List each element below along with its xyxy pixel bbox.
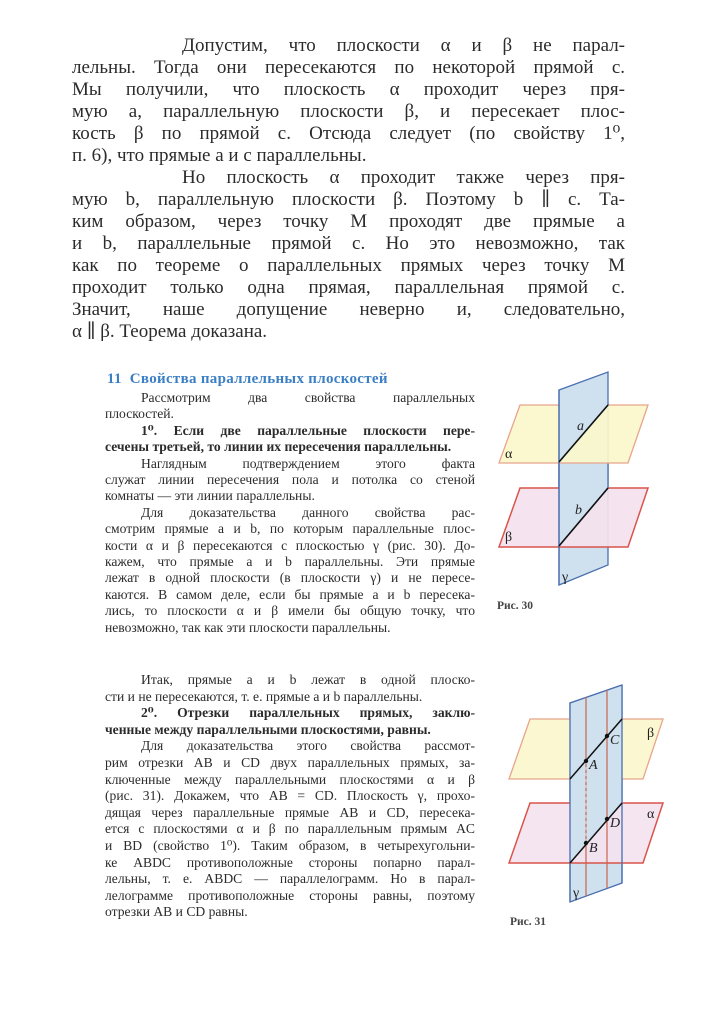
text-line: и b, параллельные прямой c. Но это невозможно, так bbox=[72, 233, 625, 254]
text-line: лись, то плоскости α и β имели бы общую точку, что bbox=[105, 603, 475, 619]
label-gamma: γ bbox=[562, 570, 569, 585]
text-line: кость β по прямой c. Отсюда следует (по свойству 1⁰, bbox=[72, 123, 625, 144]
text-line: плоскостей. bbox=[105, 406, 174, 422]
text-line: кажем, что прямые a и b параллельны. Эти прямые bbox=[105, 554, 475, 570]
label-B: B bbox=[589, 841, 598, 856]
figure-31 bbox=[509, 685, 663, 928]
text-line: сечены третьей, то линии их пересечения параллельны. bbox=[105, 439, 452, 455]
text-line: п. 6), что прямые a и c параллельны. bbox=[72, 145, 367, 166]
text-line: ченные между параллельными плоскостями, равны. bbox=[105, 721, 431, 737]
section-title: Свойства параллельных плоскостей bbox=[129, 371, 388, 387]
text-line: комнаты — эти линии параллельны. bbox=[105, 488, 315, 504]
label-D: D bbox=[610, 816, 621, 831]
text-line: смотрим прямые a и b, по которым параллельные плос- bbox=[105, 521, 475, 537]
label-alpha: α bbox=[505, 447, 513, 462]
figure-caption: Рис. 31 bbox=[510, 916, 547, 928]
label-beta: β bbox=[647, 726, 655, 741]
text-line: служат линии пересечения пола и потолка со стеной bbox=[105, 472, 475, 488]
point-a bbox=[584, 759, 588, 763]
text-line: Для доказательства данного свойства рас- bbox=[141, 504, 475, 520]
text-line: мую a, параллельную плоскости β, и пересекает плос- bbox=[72, 101, 625, 122]
text-line: лельны, т. е. ABDC — параллелограмм. Но в парал- bbox=[105, 871, 475, 887]
text-line: дящая через параллельные прямые AB и CD, пересека- bbox=[105, 804, 475, 820]
text-line: α ∥ β. Теорема доказана. bbox=[72, 321, 268, 342]
text-line: мую b, параллельную плоскости β. Поэтому b ∥ c. Та- bbox=[72, 189, 625, 210]
section-number: 11 bbox=[107, 371, 122, 387]
text-line: кости α и β пересекаются с плоскостью γ (рис. 30). До- bbox=[105, 537, 475, 553]
figure-30 bbox=[497, 372, 648, 612]
text-line: Мы получили, что плоскость α проходит через пря- bbox=[72, 79, 625, 100]
text-line: каются. В самом деле, если бы прямые a и b пересека- bbox=[105, 586, 475, 602]
text-line: проходит только одна прямая, параллельная прямой c. bbox=[72, 277, 625, 298]
text-line: ке ABDC противоположные стороны попарно парал- bbox=[105, 854, 475, 870]
text-line: сти и не пересекаются, т. е. прямые a и b параллельны. bbox=[105, 688, 423, 704]
label-gamma: γ bbox=[573, 886, 580, 901]
text-line: лелограмме противоположные стороны равны, поэтому bbox=[105, 887, 475, 903]
text-line: Наглядным подтверждением этого факта bbox=[141, 455, 475, 471]
text-line: и BD (свойство 1⁰). Таким образом, в четырехугольни- bbox=[105, 837, 475, 853]
point-c bbox=[605, 734, 609, 738]
text-line: отрезки AB и CD равны. bbox=[105, 904, 248, 920]
text-line: ким образом, через точку M проходят две прямые a bbox=[72, 211, 625, 232]
text-line: как по теореме о параллельных прямых через точку M bbox=[72, 255, 625, 276]
text-line: Допустим, что плоскости α и β не парал- bbox=[182, 35, 625, 56]
text-line: невозможно, так как эти плоскости параллельны. bbox=[105, 619, 391, 635]
label-b: b bbox=[575, 503, 582, 518]
label-beta: β bbox=[505, 530, 513, 545]
figure-caption: Рис. 30 bbox=[497, 600, 534, 612]
text-line: Рассмотрим два свойства параллельных bbox=[141, 390, 475, 405]
text-line: Итак, прямые a и b лежат в одной плоско- bbox=[141, 672, 475, 687]
text-line: рим отрезки AB и CD двух параллельных прямых, за- bbox=[105, 754, 475, 770]
label-A: A bbox=[589, 758, 598, 773]
label-C: C bbox=[610, 733, 620, 748]
point-d bbox=[605, 817, 609, 821]
text-line: 1⁰. Если две параллельные плоскости пере- bbox=[141, 422, 475, 438]
text-line: Для доказательства этого свойства рассмот- bbox=[141, 738, 475, 754]
text-line: Но плоскость α проходит также через пря- bbox=[182, 167, 625, 188]
text-line: ключенные между параллельными плоскостями α и β bbox=[105, 771, 475, 787]
text-line: лельны. Тогда они пересекаются по некоторой прямой c. bbox=[72, 57, 625, 78]
text-line: (рис. 31). Докажем, что AB = CD. Плоскость γ, прохо- bbox=[105, 788, 475, 804]
text-line: лежат в одной плоскости (в плоскости γ) и не пересе- bbox=[105, 570, 475, 586]
text-line: Значит, наше допущение неверно и, следовательно, bbox=[72, 299, 625, 320]
label-a: a bbox=[577, 419, 584, 434]
text-line: 2⁰. Отрезки параллельных прямых, заклю- bbox=[141, 705, 475, 721]
point-b bbox=[584, 841, 588, 845]
text-line: ется с плоскостями α и β по параллельным прямым AC bbox=[105, 821, 475, 837]
label-alpha: α bbox=[647, 807, 655, 822]
